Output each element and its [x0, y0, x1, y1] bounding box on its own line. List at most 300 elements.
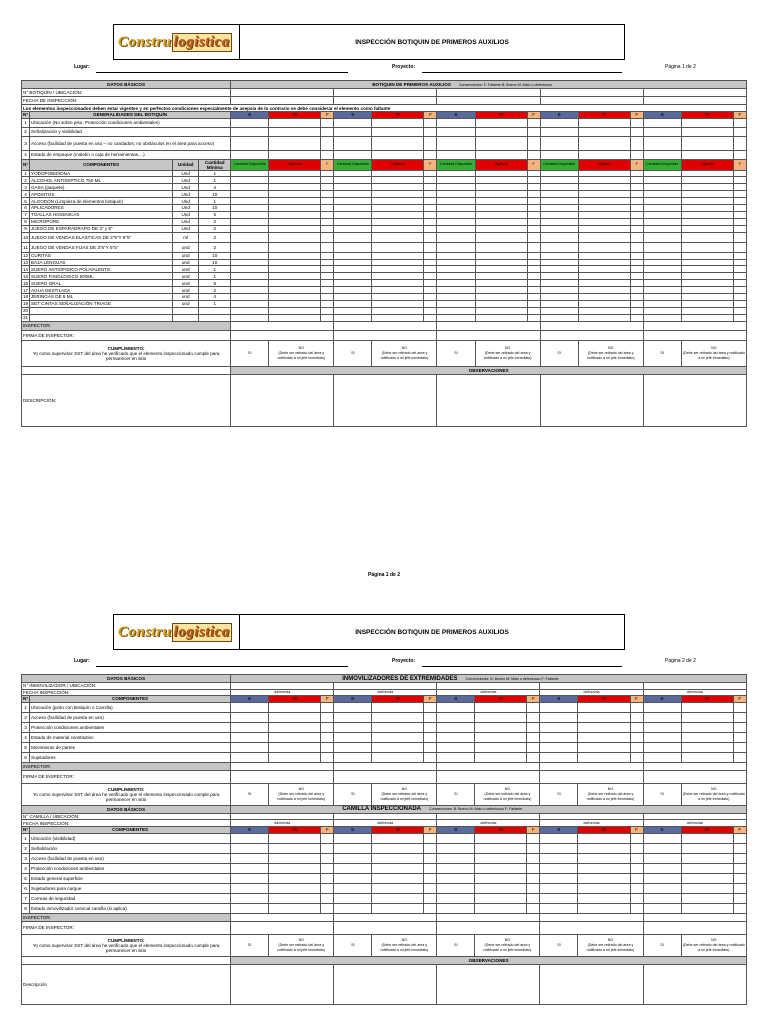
check-cell[interactable] — [424, 184, 437, 191]
check-cell[interactable] — [733, 242, 746, 252]
check-cell[interactable] — [334, 150, 372, 159]
no-option[interactable] — [578, 340, 643, 366]
check-cell[interactable] — [527, 293, 540, 300]
check-cell[interactable] — [681, 883, 733, 893]
input-cell[interactable] — [437, 683, 540, 690]
check-cell[interactable] — [231, 259, 269, 266]
input-cell[interactable] — [540, 964, 643, 1004]
check-cell[interactable] — [681, 118, 733, 127]
check-cell[interactable] — [475, 266, 527, 273]
check-cell[interactable] — [334, 863, 372, 873]
check-cell[interactable] — [475, 136, 527, 150]
check-cell[interactable] — [437, 232, 475, 242]
input-cell[interactable] — [643, 89, 746, 97]
check-cell[interactable] — [269, 873, 321, 883]
check-cell[interactable] — [437, 225, 475, 232]
check-cell[interactable] — [475, 184, 527, 191]
check-cell[interactable] — [733, 266, 746, 273]
date-format-cell[interactable]: dd/mm/aa — [334, 689, 437, 696]
check-cell[interactable] — [231, 722, 269, 732]
input-cell[interactable] — [334, 770, 437, 783]
si-option[interactable]: SI — [334, 783, 372, 805]
check-cell[interactable] — [475, 307, 527, 314]
check-cell[interactable] — [334, 287, 372, 294]
check-cell[interactable] — [540, 225, 578, 232]
check-cell[interactable] — [733, 843, 746, 853]
check-cell[interactable] — [540, 903, 578, 913]
check-cell[interactable] — [372, 702, 424, 712]
check-cell[interactable] — [321, 752, 334, 762]
check-cell[interactable] — [424, 307, 437, 314]
check-cell[interactable] — [269, 307, 321, 314]
input-cell[interactable] — [334, 330, 437, 340]
si-option[interactable]: SI — [334, 340, 372, 366]
check-cell[interactable] — [540, 732, 578, 742]
input-cell[interactable] — [231, 374, 334, 426]
check-cell[interactable] — [643, 184, 681, 191]
check-cell[interactable] — [231, 300, 269, 307]
check-cell[interactable] — [540, 300, 578, 307]
date-format-cell[interactable]: dd/mm/aa — [643, 689, 746, 696]
check-cell[interactable] — [437, 903, 475, 913]
check-cell[interactable] — [424, 863, 437, 873]
check-cell[interactable] — [578, 127, 630, 136]
check-cell[interactable] — [643, 903, 681, 913]
check-cell[interactable] — [527, 903, 540, 913]
check-cell[interactable] — [269, 293, 321, 300]
check-cell[interactable] — [643, 843, 681, 853]
check-cell[interactable] — [424, 118, 437, 127]
check-cell[interactable] — [269, 218, 321, 225]
check-cell[interactable] — [424, 170, 437, 177]
check-cell[interactable] — [424, 903, 437, 913]
check-cell[interactable] — [475, 211, 527, 218]
input-cell[interactable] — [437, 97, 540, 105]
no-option[interactable] — [372, 934, 437, 956]
check-cell[interactable] — [475, 127, 527, 136]
check-cell[interactable] — [372, 883, 424, 893]
check-cell[interactable] — [321, 225, 334, 232]
check-cell[interactable] — [334, 170, 372, 177]
check-cell[interactable] — [630, 252, 643, 259]
input-cell[interactable] — [334, 762, 437, 770]
check-cell[interactable] — [437, 218, 475, 225]
check-cell[interactable] — [643, 150, 681, 159]
check-cell[interactable] — [231, 863, 269, 873]
check-cell[interactable] — [334, 211, 372, 218]
check-cell[interactable] — [475, 218, 527, 225]
check-cell[interactable] — [321, 300, 334, 307]
check-cell[interactable] — [540, 873, 578, 883]
check-cell[interactable] — [334, 225, 372, 232]
check-cell[interactable] — [269, 742, 321, 752]
check-cell[interactable] — [630, 198, 643, 205]
check-cell[interactable] — [681, 170, 733, 177]
check-cell[interactable] — [527, 833, 540, 843]
check-cell[interactable] — [643, 853, 681, 863]
check-cell[interactable] — [475, 225, 527, 232]
check-cell[interactable] — [424, 259, 437, 266]
check-cell[interactable] — [540, 184, 578, 191]
check-cell[interactable] — [475, 280, 527, 287]
check-cell[interactable] — [372, 191, 424, 198]
check-cell[interactable] — [527, 205, 540, 212]
date-format-cell[interactable]: dd/mm/aa — [437, 820, 540, 827]
check-cell[interactable] — [630, 722, 643, 732]
check-cell[interactable] — [527, 287, 540, 294]
check-cell[interactable] — [437, 287, 475, 294]
check-cell[interactable] — [630, 211, 643, 218]
check-cell[interactable] — [527, 118, 540, 127]
check-cell[interactable] — [437, 833, 475, 843]
check-cell[interactable] — [372, 280, 424, 287]
check-cell[interactable] — [231, 218, 269, 225]
check-cell[interactable] — [540, 863, 578, 873]
check-cell[interactable] — [321, 843, 334, 853]
check-cell[interactable] — [540, 883, 578, 893]
check-cell[interactable] — [475, 191, 527, 198]
check-cell[interactable] — [540, 853, 578, 863]
check-cell[interactable] — [681, 833, 733, 843]
check-cell[interactable] — [437, 853, 475, 863]
check-cell[interactable] — [527, 242, 540, 252]
check-cell[interactable] — [643, 259, 681, 266]
check-cell[interactable] — [437, 712, 475, 722]
check-cell[interactable] — [424, 712, 437, 722]
input-cell[interactable] — [231, 913, 334, 921]
check-cell[interactable] — [424, 218, 437, 225]
check-cell[interactable] — [733, 177, 746, 184]
check-cell[interactable] — [269, 833, 321, 843]
proyecto-field-2[interactable] — [422, 666, 622, 667]
check-cell[interactable] — [334, 293, 372, 300]
input-cell[interactable] — [231, 89, 334, 97]
check-cell[interactable] — [424, 252, 437, 259]
check-cell[interactable] — [321, 232, 334, 242]
input-cell[interactable] — [334, 89, 437, 97]
date-format-cell[interactable]: dd/mm/aa — [643, 820, 746, 827]
check-cell[interactable] — [231, 873, 269, 883]
input-cell[interactable] — [437, 762, 540, 770]
check-cell[interactable] — [372, 150, 424, 159]
input-cell[interactable] — [540, 921, 643, 934]
check-cell[interactable] — [424, 198, 437, 205]
check-cell[interactable] — [578, 752, 630, 762]
check-cell[interactable] — [630, 293, 643, 300]
input-cell[interactable] — [540, 683, 643, 690]
check-cell[interactable] — [321, 742, 334, 752]
check-cell[interactable] — [643, 252, 681, 259]
check-cell[interactable] — [475, 883, 527, 893]
check-cell[interactable] — [733, 903, 746, 913]
check-cell[interactable] — [527, 273, 540, 280]
check-cell[interactable] — [372, 170, 424, 177]
check-cell[interactable] — [630, 287, 643, 294]
check-cell[interactable] — [578, 722, 630, 732]
date-format-cell[interactable]: dd/mm/aa — [540, 689, 643, 696]
check-cell[interactable] — [437, 205, 475, 212]
check-cell[interactable] — [475, 903, 527, 913]
check-cell[interactable] — [578, 863, 630, 873]
check-cell[interactable] — [321, 266, 334, 273]
check-cell[interactable] — [578, 232, 630, 242]
check-cell[interactable] — [437, 259, 475, 266]
check-cell[interactable] — [231, 127, 269, 136]
check-cell[interactable] — [269, 211, 321, 218]
check-cell[interactable] — [372, 118, 424, 127]
check-cell[interactable] — [437, 198, 475, 205]
check-cell[interactable] — [681, 863, 733, 873]
check-cell[interactable] — [437, 863, 475, 873]
no-option[interactable] — [681, 783, 746, 805]
check-cell[interactable] — [372, 259, 424, 266]
check-cell[interactable] — [269, 863, 321, 873]
check-cell[interactable] — [578, 293, 630, 300]
lugar-field[interactable] — [96, 72, 348, 73]
check-cell[interactable] — [269, 893, 321, 903]
check-cell[interactable] — [424, 150, 437, 159]
check-cell[interactable] — [437, 752, 475, 762]
check-cell[interactable] — [643, 118, 681, 127]
check-cell[interactable] — [733, 300, 746, 307]
check-cell[interactable] — [540, 752, 578, 762]
check-cell[interactable] — [540, 218, 578, 225]
check-cell[interactable] — [733, 293, 746, 300]
check-cell[interactable] — [578, 225, 630, 232]
date-format-cell[interactable]: dd/mm/aa — [231, 689, 334, 696]
check-cell[interactable] — [334, 893, 372, 903]
check-cell[interactable] — [540, 150, 578, 159]
input-cell[interactable] — [231, 770, 334, 783]
check-cell[interactable] — [630, 218, 643, 225]
check-cell[interactable] — [527, 211, 540, 218]
check-cell[interactable] — [578, 314, 630, 321]
check-cell[interactable] — [437, 118, 475, 127]
input-cell[interactable] — [643, 97, 746, 105]
lugar-field-2[interactable] — [96, 666, 348, 667]
input-cell[interactable] — [643, 330, 746, 340]
check-cell[interactable] — [334, 266, 372, 273]
input-cell[interactable] — [540, 321, 643, 330]
check-cell[interactable] — [643, 218, 681, 225]
check-cell[interactable] — [681, 722, 733, 732]
check-cell[interactable] — [372, 136, 424, 150]
check-cell[interactable] — [424, 287, 437, 294]
check-cell[interactable] — [643, 232, 681, 242]
check-cell[interactable] — [437, 184, 475, 191]
check-cell[interactable] — [475, 232, 527, 242]
check-cell[interactable] — [437, 893, 475, 903]
check-cell[interactable] — [269, 273, 321, 280]
check-cell[interactable] — [437, 722, 475, 732]
check-cell[interactable] — [578, 287, 630, 294]
si-option[interactable]: SI — [437, 340, 475, 366]
check-cell[interactable] — [475, 242, 527, 252]
check-cell[interactable] — [733, 232, 746, 242]
check-cell[interactable] — [681, 205, 733, 212]
check-cell[interactable] — [733, 722, 746, 732]
check-cell[interactable] — [578, 205, 630, 212]
check-cell[interactable] — [733, 205, 746, 212]
check-cell[interactable] — [475, 293, 527, 300]
check-cell[interactable] — [231, 742, 269, 752]
check-cell[interactable] — [578, 191, 630, 198]
check-cell[interactable] — [334, 177, 372, 184]
check-cell[interactable] — [527, 177, 540, 184]
input-cell[interactable] — [437, 964, 540, 1004]
check-cell[interactable] — [321, 732, 334, 742]
check-cell[interactable] — [334, 280, 372, 287]
check-cell[interactable] — [681, 252, 733, 259]
check-cell[interactable] — [681, 307, 733, 314]
check-cell[interactable] — [475, 732, 527, 742]
check-cell[interactable] — [321, 280, 334, 287]
check-cell[interactable] — [424, 853, 437, 863]
check-cell[interactable] — [681, 702, 733, 712]
check-cell[interactable] — [475, 873, 527, 883]
check-cell[interactable] — [269, 242, 321, 252]
check-cell[interactable] — [231, 136, 269, 150]
check-cell[interactable] — [424, 232, 437, 242]
check-cell[interactable] — [321, 242, 334, 252]
check-cell[interactable] — [540, 252, 578, 259]
input-cell[interactable] — [643, 813, 746, 820]
check-cell[interactable] — [643, 893, 681, 903]
check-cell[interactable] — [643, 833, 681, 843]
check-cell[interactable] — [372, 266, 424, 273]
check-cell[interactable] — [372, 225, 424, 232]
check-cell[interactable] — [334, 702, 372, 712]
check-cell[interactable] — [630, 225, 643, 232]
check-cell[interactable] — [437, 127, 475, 136]
check-cell[interactable] — [643, 712, 681, 722]
check-cell[interactable] — [334, 218, 372, 225]
date-format-cell[interactable]: dd/mm/aa — [334, 820, 437, 827]
check-cell[interactable] — [372, 307, 424, 314]
input-cell[interactable] — [231, 330, 334, 340]
check-cell[interactable] — [527, 314, 540, 321]
check-cell[interactable] — [269, 843, 321, 853]
check-cell[interactable] — [630, 300, 643, 307]
check-cell[interactable] — [321, 218, 334, 225]
check-cell[interactable] — [424, 742, 437, 752]
check-cell[interactable] — [643, 177, 681, 184]
check-cell[interactable] — [630, 205, 643, 212]
si-option[interactable]: SI — [437, 934, 475, 956]
check-cell[interactable] — [475, 205, 527, 212]
check-cell[interactable] — [540, 293, 578, 300]
check-cell[interactable] — [321, 722, 334, 732]
check-cell[interactable] — [231, 883, 269, 893]
check-cell[interactable] — [578, 259, 630, 266]
check-cell[interactable] — [372, 205, 424, 212]
check-cell[interactable] — [527, 722, 540, 732]
check-cell[interactable] — [372, 177, 424, 184]
check-cell[interactable] — [733, 873, 746, 883]
check-cell[interactable] — [334, 252, 372, 259]
check-cell[interactable] — [733, 118, 746, 127]
check-cell[interactable] — [733, 225, 746, 232]
check-cell[interactable] — [334, 833, 372, 843]
input-cell[interactable] — [643, 762, 746, 770]
no-option[interactable] — [269, 783, 334, 805]
check-cell[interactable] — [231, 177, 269, 184]
check-cell[interactable] — [231, 225, 269, 232]
check-cell[interactable] — [475, 702, 527, 712]
no-option[interactable] — [475, 340, 540, 366]
check-cell[interactable] — [269, 266, 321, 273]
check-cell[interactable] — [540, 307, 578, 314]
check-cell[interactable] — [231, 205, 269, 212]
check-cell[interactable] — [578, 883, 630, 893]
check-cell[interactable] — [681, 266, 733, 273]
check-cell[interactable] — [643, 273, 681, 280]
check-cell[interactable] — [231, 232, 269, 242]
check-cell[interactable] — [321, 191, 334, 198]
check-cell[interactable] — [372, 218, 424, 225]
si-option[interactable]: SI — [540, 783, 578, 805]
check-cell[interactable] — [643, 314, 681, 321]
si-option[interactable]: SI — [643, 934, 681, 956]
check-cell[interactable] — [231, 314, 269, 321]
check-cell[interactable] — [540, 702, 578, 712]
input-cell[interactable] — [643, 921, 746, 934]
check-cell[interactable] — [733, 314, 746, 321]
check-cell[interactable] — [681, 843, 733, 853]
check-cell[interactable] — [372, 252, 424, 259]
input-cell[interactable] — [643, 683, 746, 690]
input-cell[interactable] — [231, 762, 334, 770]
check-cell[interactable] — [630, 118, 643, 127]
check-cell[interactable] — [437, 314, 475, 321]
check-cell[interactable] — [475, 722, 527, 732]
check-cell[interactable] — [231, 198, 269, 205]
check-cell[interactable] — [540, 232, 578, 242]
no-option[interactable] — [578, 934, 643, 956]
no-option[interactable] — [681, 934, 746, 956]
input-cell[interactable] — [540, 813, 643, 820]
check-cell[interactable] — [733, 191, 746, 198]
check-cell[interactable] — [475, 170, 527, 177]
check-cell[interactable] — [578, 903, 630, 913]
input-cell[interactable] — [437, 913, 540, 921]
input-cell[interactable] — [334, 321, 437, 330]
check-cell[interactable] — [437, 702, 475, 712]
check-cell[interactable] — [630, 177, 643, 184]
check-cell[interactable] — [437, 742, 475, 752]
check-cell[interactable] — [321, 833, 334, 843]
check-cell[interactable] — [231, 266, 269, 273]
check-cell[interactable] — [269, 198, 321, 205]
date-format-cell[interactable]: dd/mm/aa — [540, 820, 643, 827]
check-cell[interactable] — [334, 843, 372, 853]
check-cell[interactable] — [269, 712, 321, 722]
check-cell[interactable] — [527, 218, 540, 225]
check-cell[interactable] — [527, 752, 540, 762]
check-cell[interactable] — [630, 732, 643, 742]
check-cell[interactable] — [321, 170, 334, 177]
check-cell[interactable] — [269, 136, 321, 150]
si-option[interactable]: SI — [231, 340, 269, 366]
check-cell[interactable] — [334, 259, 372, 266]
input-cell[interactable] — [334, 964, 437, 1004]
check-cell[interactable] — [733, 259, 746, 266]
check-cell[interactable] — [681, 287, 733, 294]
check-cell[interactable] — [372, 752, 424, 762]
check-cell[interactable] — [578, 150, 630, 159]
check-cell[interactable] — [269, 205, 321, 212]
check-cell[interactable] — [681, 191, 733, 198]
